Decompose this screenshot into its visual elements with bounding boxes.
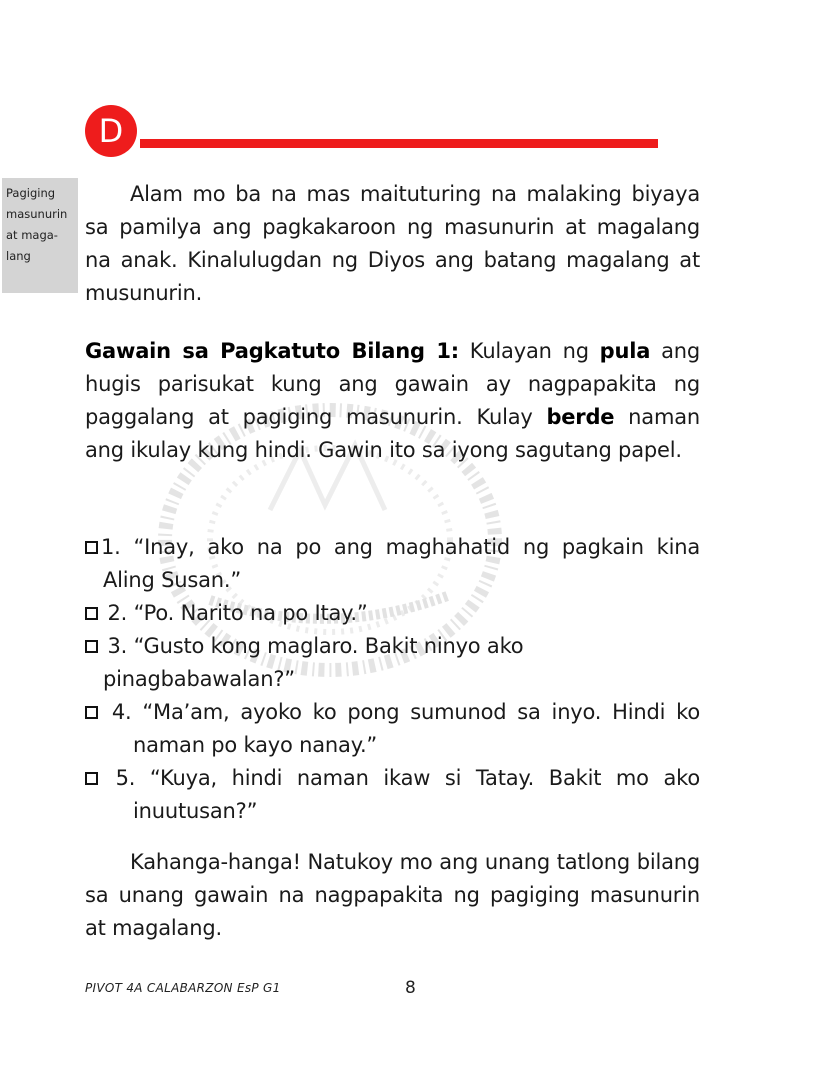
activity-title: Gawain sa Pagkatuto Bilang 1: bbox=[85, 339, 459, 363]
list-item-text: 3. “Gusto kong maglaro. Bakit ninyo ako pinagbabawalan?” bbox=[101, 634, 524, 691]
checkbox-square-icon[interactable] bbox=[85, 640, 98, 653]
checkbox-square-icon[interactable] bbox=[85, 706, 98, 719]
sidebar-topic-label bbox=[2, 178, 78, 293]
list-item bbox=[85, 630, 700, 696]
conclusion-paragraph: Kahanga-hanga! Natukoy mo ang unang tatlong bilang sa unang gawain na nagpapakita ng pagiging masunurin at magalang. bbox=[85, 850, 700, 940]
list-item-text: 1. “Inay, ako na po ang maghahatid ng pagkain kina Aling Susan.” bbox=[101, 535, 700, 592]
list-item bbox=[85, 696, 700, 762]
section-header-bar bbox=[140, 139, 658, 148]
checkbox-square-icon[interactable] bbox=[85, 541, 98, 554]
color-word-red: pula bbox=[599, 339, 651, 363]
activity-item-list bbox=[85, 531, 700, 828]
list-item bbox=[85, 762, 700, 828]
sidebar-line: masunurin bbox=[6, 207, 68, 221]
list-item-text: 2. “Po. Narito na po Itay.” bbox=[101, 601, 368, 625]
checkbox-square-icon[interactable] bbox=[85, 607, 98, 620]
intro-paragraph: Alam mo ba na mas maituturing na malaking biyaya sa pamilya ang pagkakaroon ng masunurin at magalang na anak. Kinalulugdan ng Diyos ang batang magalang at musunurin. bbox=[85, 182, 700, 305]
activity-text: ang hugis parisukat kung ang gawain ay nagpapakita ng paggalang at pagiging masunurin. Kulay bbox=[85, 339, 700, 429]
section-letter-badge: D bbox=[85, 105, 137, 157]
footer-source-label: PIVOT 4A CALABARZON EsP G1 bbox=[85, 981, 281, 995]
activity-text: naman ang ikulay kung hindi. Gawin ito sa iyong sagutang papel. bbox=[85, 405, 700, 462]
color-word-green: berde bbox=[546, 405, 615, 429]
activity-text: Kulayan ng bbox=[458, 339, 600, 363]
intro-block bbox=[85, 178, 700, 310]
sidebar-line: Pagiging bbox=[6, 186, 56, 200]
list-item-text: 4. “Ma’am, ayoko ko pong sumunod sa inyo. Hindi ko naman po kayo nanay.” bbox=[101, 700, 700, 757]
conclusion-block bbox=[85, 846, 700, 945]
sidebar-line: at maga- bbox=[6, 228, 58, 242]
checkbox-square-icon[interactable] bbox=[85, 772, 98, 785]
page-number: 8 bbox=[405, 978, 416, 998]
list-item bbox=[85, 531, 700, 597]
activity-block bbox=[85, 335, 700, 467]
list-item bbox=[85, 597, 700, 630]
list-item-text: 5. “Kuya, hindi naman ikaw si Tatay. Bakit mo ako inuutusan?” bbox=[101, 766, 700, 823]
sidebar-line: lang bbox=[6, 249, 31, 263]
activity-instructions bbox=[85, 335, 700, 467]
